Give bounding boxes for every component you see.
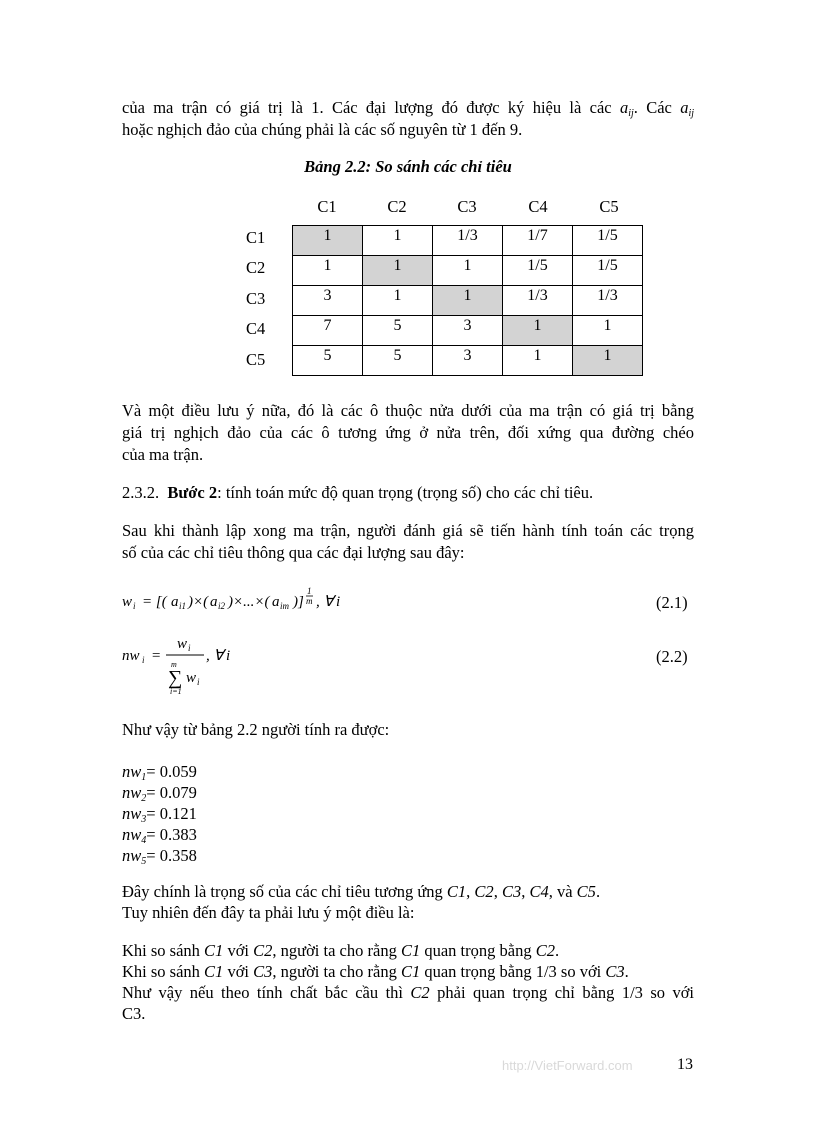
table-row (293, 256, 643, 286)
matrix-cell: 1 (293, 226, 363, 256)
weight-name: nw (122, 783, 142, 802)
svg-text:nw: nw (122, 648, 140, 664)
matrix-cell: 5 (363, 346, 433, 376)
text: phải quan trọng chỉ bằng 1/3 so với (429, 983, 694, 1002)
svg-text:i: i (197, 677, 200, 687)
matrix-cell: 1 (503, 316, 573, 346)
matrix-cell: 1/3 (573, 286, 643, 316)
weight-sub: 3 (141, 814, 147, 825)
intro-line-1 (122, 98, 694, 118)
matrix-cell: 1 (293, 256, 363, 286)
text: với (223, 941, 254, 960)
criterion: C1 (400, 941, 421, 960)
matrix-cell: 3 (433, 316, 503, 346)
intro-text: . Các (633, 98, 681, 117)
svg-text:)×...×(: )×...×( (228, 594, 270, 610)
row-header: C5 (246, 350, 266, 369)
weight-sub: 2 (141, 793, 147, 804)
weight-name: nw (122, 762, 142, 781)
text: Khi so sánh (122, 941, 205, 960)
svg-text:= [(: = [( (142, 594, 167, 610)
text: . (554, 941, 560, 960)
weight-line (122, 825, 197, 845)
col-header: C3 (457, 197, 477, 216)
col-header: C4 (528, 197, 548, 216)
svg-text:i: i (188, 643, 191, 653)
text: , (466, 882, 475, 901)
section-number: 2.3.2. (122, 483, 160, 502)
svg-text:i2: i2 (218, 601, 226, 611)
matrix-cell: 1 (573, 316, 643, 346)
table-row (293, 346, 643, 376)
note-line-2: giá trị nghịch đảo của các ô tương ứng ở nửa trên, đối xứng qua đường chéo (122, 423, 694, 442)
weight-value: = 0.079 (146, 783, 197, 802)
page-number: 13 (677, 1056, 693, 1073)
weight-sub: 5 (141, 856, 147, 867)
text: , người ta cho rằng (272, 941, 401, 960)
svg-text:a: a (210, 594, 218, 610)
svg-text:i: i (336, 594, 341, 610)
note-line-3: của ma trận. (122, 445, 204, 464)
matrix-cell: 1/5 (573, 256, 643, 286)
svg-text:i: i (226, 648, 231, 664)
row-header: C3 (246, 289, 266, 308)
matrix-cell: 1/3 (503, 286, 573, 316)
svg-text:i: i (133, 601, 136, 611)
criterion: C5 (576, 882, 596, 901)
matrix-cell: 1/3 (433, 226, 503, 256)
svg-text:m: m (306, 596, 313, 606)
step-text: : tính toán mức độ quan trọng (trọng số) cho các chỉ tiêu. (217, 483, 594, 502)
formula-2-2 (122, 632, 272, 702)
formula-2-1 (122, 588, 372, 623)
equation-number: (2.2) (656, 647, 688, 666)
svg-text:1: 1 (307, 586, 312, 596)
svg-text:i: i (142, 655, 145, 665)
text: quan trọng bằng 1/3 so với (420, 962, 606, 981)
conclusion-line-1 (122, 882, 600, 902)
matrix-cell: 1 (433, 286, 503, 316)
criterion: C2 (535, 941, 555, 960)
matrix-cell: 1/5 (573, 226, 643, 256)
equation-number: (2.1) (656, 593, 688, 612)
weight-value: = 0.358 (146, 846, 197, 865)
table-caption: Bảng 2.2: So sánh các chỉ tiêu (304, 157, 512, 176)
text: , người ta cho rằng (272, 962, 401, 981)
criterion: C2 (410, 983, 430, 1002)
svg-text:w: w (177, 636, 188, 652)
var-a: a (619, 98, 629, 117)
svg-text:∑: ∑ (168, 667, 183, 689)
weight-line (122, 804, 197, 824)
criterion: C3 (501, 882, 522, 901)
svg-text:i1: i1 (179, 601, 187, 611)
svg-text:i=1: i=1 (170, 687, 182, 696)
svg-text:w: w (186, 670, 197, 686)
svg-text:m: m (171, 660, 177, 669)
text: quan trọng bằng (420, 941, 536, 960)
weight-line (122, 762, 197, 782)
weight-name: nw (122, 825, 142, 844)
weight-value: = 0.383 (146, 825, 197, 844)
matrix-cell: 1 (363, 256, 433, 286)
result-intro: Như vậy từ bảng 2.2 người tính ra được: (122, 720, 390, 739)
intro-line-2: hoặc nghịch đảo của chúng phải là các số nguyên từ 1 đến 9. (122, 120, 523, 139)
table-row (293, 316, 643, 346)
weight-line (122, 846, 197, 866)
matrix-cell: 1 (503, 346, 573, 376)
matrix-cell: 5 (363, 316, 433, 346)
weight-sub: 1 (141, 772, 147, 783)
matrix-cell: 1/7 (503, 226, 573, 256)
note-line-1: Và một điều lưu ý nữa, đó là các ô thuộc nửa dưới của ma trận có giá trị bằng (122, 401, 694, 420)
svg-text:)×(: )×( (188, 594, 209, 610)
matrix-cell: 7 (293, 316, 363, 346)
weight-sub: 4 (141, 835, 147, 846)
text: . (624, 962, 629, 981)
col-header: C5 (599, 197, 619, 216)
footer-watermark-url: http://VietForward.com (502, 1058, 633, 1073)
compare-line-2 (122, 962, 629, 982)
matrix-cell: 1 (573, 346, 643, 376)
criterion: C2 (474, 882, 494, 901)
matrix-cell: 5 (293, 346, 363, 376)
conclusion-line-2: Tuy nhiên đến đây ta phải lưu ý một điều là: (122, 903, 415, 922)
text: với (223, 962, 254, 981)
svg-text:=: = (151, 648, 162, 664)
svg-text:a: a (171, 594, 179, 610)
para-line-2: số của các chỉ tiêu thông qua các đại lượng sau đây: (122, 543, 465, 562)
criterion: C3 (605, 962, 625, 981)
var-a: a (680, 98, 689, 117)
table-row (293, 226, 643, 256)
para-line-1: Sau khi thành lập xong ma trận, người đánh giá sẽ tiến hành tính toán các trọng (122, 521, 694, 540)
row-header: C2 (246, 258, 266, 277)
matrix-cell: 1 (433, 256, 503, 286)
row-header: C4 (246, 319, 266, 338)
formula-2-1-graphic (122, 588, 372, 618)
text: . (595, 882, 601, 901)
weight-value: = 0.059 (146, 762, 197, 781)
text: , (493, 882, 502, 901)
svg-text:, ∀: , ∀ (316, 594, 334, 610)
criterion: C1 (400, 962, 421, 981)
svg-text:)]: )] (293, 594, 304, 610)
weight-name: nw (122, 804, 142, 823)
matrix-cell: 1 (363, 226, 433, 256)
var-sub: ij (688, 108, 694, 119)
table-row (293, 286, 643, 316)
compare-line-3 (122, 983, 694, 1003)
weight-name: nw (122, 846, 142, 865)
col-header: C1 (317, 197, 337, 216)
svg-text:im: im (280, 601, 289, 611)
text: Đây chính là trọng số của các chỉ tiêu tương ứng (122, 882, 447, 901)
step-label: Bước 2 (167, 483, 218, 502)
text: , (521, 882, 530, 901)
criterion: C1 (204, 941, 224, 960)
matrix-cell: 1/5 (503, 256, 573, 286)
weight-line (122, 783, 197, 803)
var-sub: ij (628, 108, 634, 119)
weight-value: = 0.121 (146, 804, 197, 823)
matrix-cell: 3 (293, 286, 363, 316)
compare-line-4: C3. (122, 1004, 146, 1023)
comparison-matrix (292, 225, 643, 376)
text: Như vậy nếu theo tính chất bắc cầu thì (122, 983, 411, 1002)
criterion: C2 (253, 941, 273, 960)
intro-text: của ma trận có giá trị là 1. Các đại lượng đó được ký hiệu là các (122, 98, 620, 117)
step2-heading (122, 483, 593, 503)
matrix-cell: 3 (433, 346, 503, 376)
col-header: C2 (387, 197, 407, 216)
text: , và (548, 882, 577, 901)
criterion: C3 (253, 962, 273, 981)
criterion: C1 (204, 962, 224, 981)
formula-2-2-graphic (122, 632, 272, 697)
criterion: C1 (446, 882, 467, 901)
criterion: C4 (529, 882, 549, 901)
svg-text:w: w (122, 594, 133, 610)
row-header: C1 (246, 228, 266, 247)
svg-text:, ∀: , ∀ (206, 648, 224, 664)
svg-text:a: a (272, 594, 280, 610)
compare-line-1 (122, 941, 559, 961)
text: Khi so sánh (122, 962, 205, 981)
matrix-cell: 1 (363, 286, 433, 316)
